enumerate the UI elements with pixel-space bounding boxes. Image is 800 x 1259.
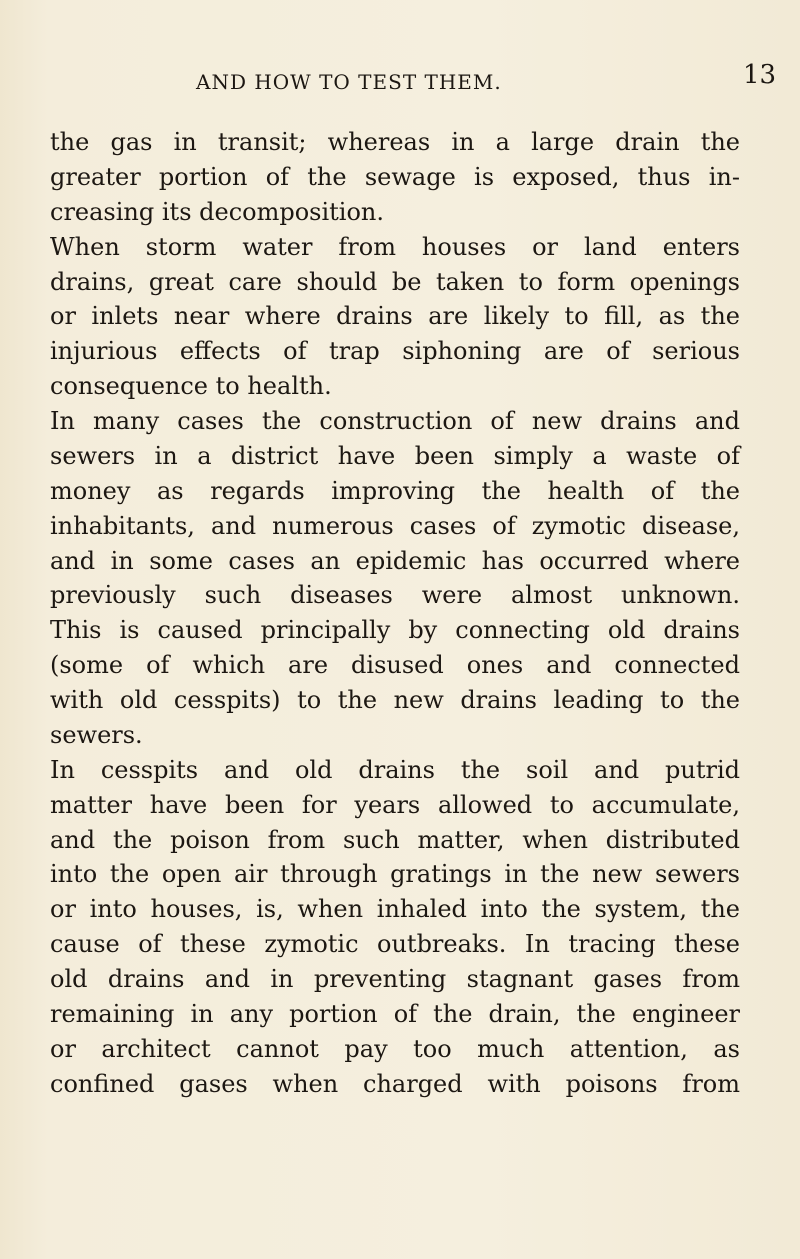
- text-line: or into houses, is, when inhaled into the system, the: [50, 895, 740, 924]
- text-line: creasing its decomposition.: [50, 197, 385, 226]
- text-line: old drains and in preventing stagnant gases from: [50, 965, 740, 993]
- text-line: or inlets near where drains are likely to fill, as the: [50, 302, 740, 331]
- text-line: consequence to health.: [50, 372, 332, 401]
- text-line: In cesspits and old drains the soil and putrid: [50, 755, 740, 784]
- text-line: or architect cannot pay too much attention, as: [50, 1034, 740, 1063]
- text-line: remaining in any portion of the drain, the engineer: [50, 999, 740, 1028]
- page-number: 13: [743, 60, 777, 90]
- text-line: with old cesspits) to the new drains leading to the: [50, 686, 740, 714]
- text-line: matter have been for years allowed to accumulate,: [50, 790, 740, 819]
- text-line: and in some cases an epidemic has occurred where: [50, 546, 740, 575]
- text-line: and the poison from such matter, when distributed: [50, 825, 740, 854]
- text-line: cause of these zymotic outbreaks. In tracing these: [50, 930, 740, 959]
- text-line: greater portion of the sewage is exposed, thus in-: [50, 162, 740, 191]
- text-line: This is caused principally by connecting old drains: [50, 616, 740, 645]
- running-head: AND HOW TO TEST THEM.: [196, 70, 502, 94]
- text-line: previously such diseases were almost unknown.: [50, 581, 740, 610]
- text-line: injurious effects of trap siphoning are of serious: [50, 337, 740, 366]
- text-line: the gas in transit; whereas in a large drain the: [50, 128, 740, 156]
- text-line: drains, great care should be taken to form openings: [50, 267, 740, 296]
- body-text: [50, 125, 740, 1102]
- text-line: sewers.: [50, 720, 143, 749]
- text-line: confined gases when charged with poisons from: [50, 1069, 740, 1098]
- text-line: money as regards improving the health of the: [50, 476, 740, 505]
- text-line: into the open air through gratings in the new sewers: [50, 860, 740, 889]
- text-line: When storm water from houses or land enters: [50, 232, 740, 261]
- text-line: sewers in a district have been simply a waste of: [50, 441, 740, 470]
- text-line: inhabitants, and numerous cases of zymotic disease,: [50, 511, 740, 540]
- text-line: (some of which are disused ones and connected: [50, 651, 740, 680]
- text-line: In many cases the construction of new drains and: [50, 407, 740, 435]
